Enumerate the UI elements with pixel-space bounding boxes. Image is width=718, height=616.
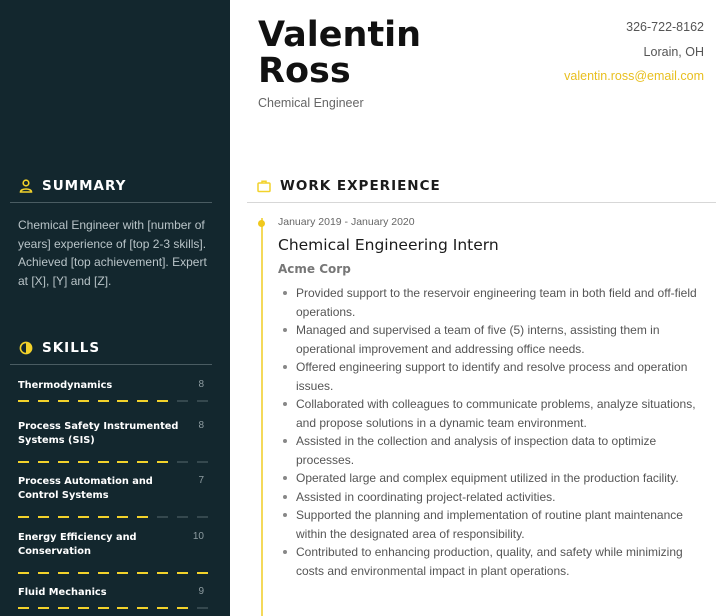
skill-level-bar	[18, 607, 208, 609]
skill-level-dash	[38, 516, 49, 518]
skill-level-dash	[157, 572, 168, 574]
skill-level-dash	[197, 607, 208, 609]
email-link[interactable]: valentin.ross@email.com	[564, 69, 704, 83]
skill-level-dash	[117, 400, 128, 402]
half-circle-icon	[18, 340, 34, 356]
skills-divider	[10, 364, 212, 365]
skill-level-dash	[177, 461, 188, 463]
experience-heading-label: WORK EXPERIENCE	[280, 178, 441, 194]
skill-level-dash	[58, 516, 69, 518]
skill-level-dash	[177, 516, 188, 518]
skill-level-bar	[18, 572, 208, 574]
skills-heading	[18, 340, 100, 356]
experience-heading	[256, 178, 441, 194]
skill-level-dash	[197, 572, 208, 574]
job-bullets	[282, 284, 708, 580]
skill-level-dash	[98, 400, 109, 402]
skill-level-dash	[197, 516, 208, 518]
skill-level-dash	[38, 607, 49, 609]
user-icon	[18, 178, 34, 194]
skill-item	[18, 420, 208, 447]
skill-level-dash	[177, 400, 188, 402]
skill-score: 10	[192, 531, 204, 542]
skill-level-dash	[58, 461, 69, 463]
skill-level-dash	[197, 461, 208, 463]
skill-level-dash	[38, 572, 49, 574]
job-role: Chemical Engineer	[258, 96, 364, 110]
skill-level-dash	[157, 516, 168, 518]
skill-level-dash	[78, 516, 89, 518]
skill-name: Process Automation and Control Systems	[18, 476, 153, 501]
skill-score: 9	[198, 586, 204, 597]
skill-level-dash	[177, 607, 188, 609]
skill-level-dash	[137, 400, 148, 402]
main-content	[230, 0, 718, 616]
skill-item	[18, 475, 208, 502]
list-item: Supported the planning and implementation of routine plant maintenance within the designated area of responsibility.	[282, 506, 708, 543]
skill-level-dash	[98, 572, 109, 574]
skill-level-dash	[117, 607, 128, 609]
skill-level-dash	[157, 400, 168, 402]
skill-level-dash	[58, 607, 69, 609]
summary-heading	[18, 178, 126, 194]
skill-level-dash	[98, 516, 109, 518]
list-item: Contributed to enhancing production, quality, and safety while minimizing costs and environmental impact in plant operations.	[282, 543, 708, 580]
timeline-line	[261, 218, 263, 616]
skill-level-dash	[117, 572, 128, 574]
skills-heading-label: SKILLS	[42, 340, 101, 356]
skill-item	[18, 531, 208, 558]
skill-level-dash	[38, 400, 49, 402]
skill-level-dash	[18, 607, 29, 609]
list-item: Collaborated with colleagues to communicate problems, analyze situations, and propose solutions in a dynamic team environment.	[282, 395, 708, 432]
list-item: Assisted in coordinating project-related activities.	[282, 488, 708, 507]
sidebar	[0, 0, 230, 616]
skill-level-dash	[58, 400, 69, 402]
list-item: Provided support to the reservoir engineering team in both field and off-field operations.	[282, 284, 708, 321]
skill-level-dash	[117, 516, 128, 518]
skill-name: Process Safety Instrumented Systems (SIS)	[18, 421, 179, 446]
skill-level-dash	[137, 572, 148, 574]
skill-level-dash	[18, 516, 29, 518]
skill-level-bar	[18, 400, 208, 402]
skill-score: 8	[198, 420, 204, 431]
skill-level-dash	[117, 461, 128, 463]
skill-level-dash	[78, 400, 89, 402]
skill-level-dash	[197, 400, 208, 402]
job-dates: January 2019 - January 2020	[278, 216, 415, 228]
skill-level-dash	[78, 572, 89, 574]
list-item: Offered engineering support to identify and resolve process and operation issues.	[282, 358, 708, 395]
list-item: Managed and supervised a team of five (5) interns, assisting them in operational improvement and addressing office needs.	[282, 321, 708, 358]
skill-level-dash	[78, 607, 89, 609]
location: Lorain, OH	[643, 45, 704, 59]
skill-level-dash	[137, 607, 148, 609]
skill-level-dash	[98, 461, 109, 463]
skill-level-dash	[157, 607, 168, 609]
skill-level-dash	[177, 572, 188, 574]
summary-divider	[10, 202, 212, 203]
skill-level-dash	[18, 461, 29, 463]
first-name: Valentin	[258, 15, 422, 55]
summary-heading-label: SUMMARY	[42, 178, 127, 194]
skill-level-dash	[58, 572, 69, 574]
skill-name: Thermodynamics	[18, 380, 113, 391]
skill-level-dash	[98, 607, 109, 609]
skill-level-dash	[137, 516, 148, 518]
skill-level-bar	[18, 516, 208, 518]
skill-item	[18, 586, 208, 600]
skill-level-dash	[38, 461, 49, 463]
skill-level-dash	[78, 461, 89, 463]
skill-level-dash	[137, 461, 148, 463]
skill-level-dash	[18, 572, 29, 574]
timeline-dot	[258, 220, 265, 227]
skill-name: Energy Efficiency and Conservation	[18, 532, 137, 557]
skill-level-dash	[18, 400, 29, 402]
company-name: Acme Corp	[278, 262, 351, 276]
list-item: Assisted in the collection and analysis of inspection data to optimize processes.	[282, 432, 708, 469]
skill-score: 8	[198, 379, 204, 390]
summary-text: Chemical Engineer with [number of years] experience of [top 2-3 skills]. Achieved [top achievement]. Expert at [X], [Y] and [Z].	[18, 218, 207, 288]
skill-level-bar	[18, 461, 208, 463]
skill-name: Fluid Mechanics	[18, 587, 107, 598]
skill-score: 7	[198, 475, 204, 486]
briefcase-icon	[256, 178, 272, 194]
skill-level-dash	[157, 461, 168, 463]
list-item: Operated large and complex equipment utilized in the production facility.	[282, 469, 708, 488]
skill-item	[18, 379, 208, 393]
phone: 326-722-8162	[626, 20, 704, 34]
last-name: Ross	[258, 51, 351, 91]
experience-divider	[247, 202, 716, 203]
job-title: Chemical Engineering Intern	[278, 236, 499, 254]
